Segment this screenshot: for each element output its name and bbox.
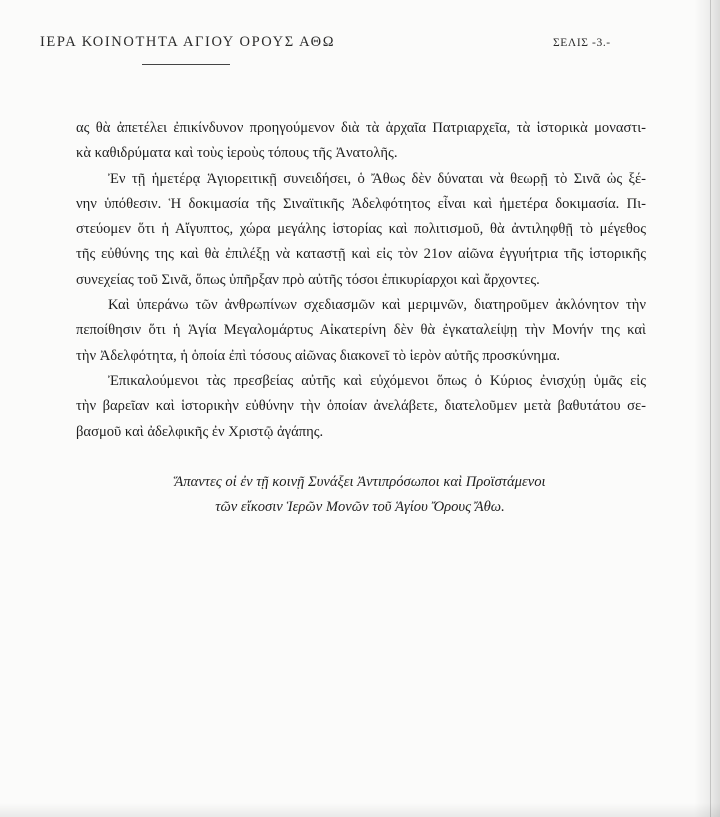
letter-body <box>76 116 646 445</box>
page-number: ΣΕΛΙΣ -3.- <box>553 37 611 49</box>
body-line: πεποίθησιν ὅτι ἡ Ἁγία Μεγαλομάρτυς Αἰκατερίνη δὲν θὰ ἐγκαταλείψῃ τὴν Μονήν της καὶ <box>76 322 646 339</box>
body-line: τῆς εὐθύνης της καὶ θὰ ἐπιλέξῃ νὰ καταστῇ καὶ εἰς τὸν 21ον αἰῶνα ἐγγυήτρια τῆς ἱστορικῆς <box>76 246 646 263</box>
body-line: κὰ καθιδρύματα καὶ τοὺς ἱεροὺς τόπους τῆς Ἀνατολῆς. <box>76 145 398 162</box>
signature-line: τῶν εἴκοσιν Ἱερῶν Μονῶν τοῦ Ἁγίου Ὄρους Ἄθω. <box>215 498 505 515</box>
page-bottom-shadow <box>0 803 720 817</box>
body-line: Ἐπικαλούμενοι τὰς πρεσβείας αὐτῆς καὶ εὐχόμενοι ὅπως ὁ Κύριος ἐνισχύῃ ὑμᾶς εἰς <box>108 372 646 389</box>
body-line: ας θὰ ἀπετέλει ἐπικίνδυνον προηγούμενον διὰ τὰ ἀρχαῖα Πατριαρχεῖα, τὰ ἱστορικὰ μοναστι- <box>76 120 646 136</box>
body-line: τὴν βαρεῖαν καὶ ἱστορικὴν εὐθύνην τὴν ὁποίαν ἀνελάβετε, διατελοῦμεν μετὰ βαθυτάτου σε- <box>76 398 646 415</box>
letterhead-rule <box>142 64 230 65</box>
letterhead-title: ΙΕΡΑ ΚΟΙΝΟΤΗΤΑ ΑΓΙΟΥ ΟΡΟΥΣ ΑΘΩ <box>40 34 336 50</box>
signature-line: Ἅπαντες οἱ ἐν τῇ κοινῇ Συνάξει Ἀντιπρόσωποι καὶ Προϊστάμενοι <box>174 474 546 490</box>
signature-block <box>100 470 620 519</box>
body-line: Καὶ ὑπεράνω τῶν ἀνθρωπίνων σχεδιασμῶν καὶ μεριμνῶν, διατηροῦμεν ἀκλόνητον τὴν <box>108 297 646 314</box>
body-line: συνεχείας τοῦ Σινᾶ, ὅπως ὑπῆρξαν πρὸ αὐτῆς τόσοι ἐπικυρίαρχοι καὶ ἄρχοντες. <box>76 271 540 288</box>
body-line: στεύομεν ὅτι ἡ Αἴγυπτος, χώρα μεγάλης ἱστορίας καὶ πολιτισμοῦ, θὰ ἀντιληφθῇ τὸ μέγεθος <box>76 221 646 238</box>
body-line: Ἐν τῇ ἡμετέρᾳ Ἁγιορειτικῇ συνειδήσει, ὁ Ἄθως δὲν δύναται νὰ θεωρῇ τὸ Σινᾶ ὡς ξέ- <box>108 170 646 187</box>
page-edge-line <box>710 0 711 817</box>
body-line: βασμοῦ καὶ ἀδελφικῆς ἐν Χριστῷ ἀγάπης. <box>76 423 324 440</box>
body-line: νην ὑπόθεσιν. Ἡ δοκιμασία τῆς Σιναϊτικῆς Ἀδελφότητος εἶναι καὶ ἡμετέρα δοκιμασία. Πι- <box>76 195 646 212</box>
body-line: τὴν Ἀδελφότητα, ἡ ὁποία ἐπὶ τόσους αἰῶνας διακονεῖ τὸ ἱερὸν αὐτῆς προσκύνημα. <box>76 347 561 364</box>
page-edge-shadow <box>694 0 720 817</box>
